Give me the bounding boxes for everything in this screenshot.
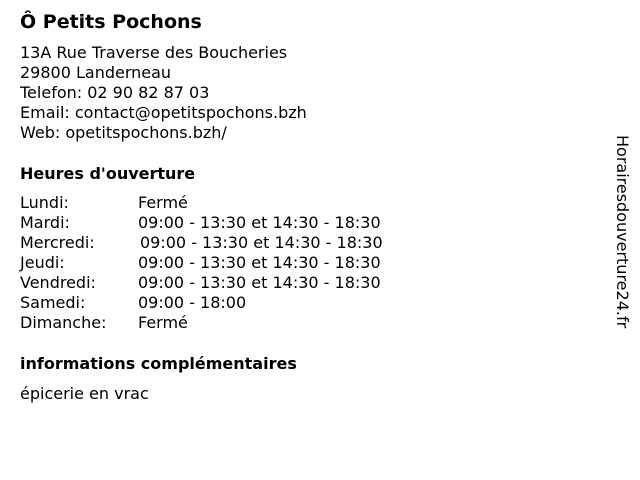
hours-row-mercredi: [20, 233, 440, 253]
street-address: 13A Rue Traverse des Boucheries: [20, 43, 288, 62]
email-address: Email: contact@opetitspochons.bzh: [20, 103, 307, 122]
day-hours: 09:00 - 13:30 et 14:30 - 18:30: [140, 233, 383, 252]
website: Web: opetitspochons.bzh/: [20, 123, 227, 142]
opening-hours-table: [20, 193, 440, 333]
day-label: Vendredi:: [20, 273, 96, 292]
day-label: Samedi:: [20, 293, 86, 312]
contact-block: [20, 43, 307, 143]
hours-row-samedi: [20, 293, 440, 313]
day-label: Jeudi:: [20, 253, 65, 272]
day-hours: 09:00 - 18:00: [138, 293, 247, 312]
day-hours: Fermé: [138, 193, 188, 212]
hours-row-lundi: [20, 193, 440, 213]
day-hours: 09:00 - 13:30 et 14:30 - 18:30: [138, 253, 381, 272]
city-postcode: 29800 Landerneau: [20, 63, 172, 82]
hours-row-dimanche: [20, 313, 440, 333]
day-label: Dimanche:: [20, 313, 107, 332]
day-hours: 09:00 - 13:30 et 14:30 - 18:30: [138, 273, 381, 292]
business-name: Ô Petits Pochons: [20, 11, 202, 33]
additional-info-text: épicerie en vrac: [20, 384, 149, 403]
day-hours: Fermé: [138, 313, 188, 332]
additional-info-heading: informations complémentaires: [20, 354, 297, 373]
hours-row-vendredi: [20, 273, 440, 293]
hours-row-mardi: [20, 213, 440, 233]
day-label: Mardi:: [20, 213, 70, 232]
hours-row-jeudi: [20, 253, 440, 273]
opening-hours-heading: Heures d'ouverture: [20, 164, 196, 183]
day-label: Lundi:: [20, 193, 69, 212]
day-label: Mercredi:: [20, 233, 95, 252]
site-watermark: Horairesdouverture24.fr: [613, 135, 632, 329]
day-hours: 09:00 - 13:30 et 14:30 - 18:30: [138, 213, 381, 232]
phone-number: Telefon: 02 90 82 87 03: [20, 83, 210, 102]
